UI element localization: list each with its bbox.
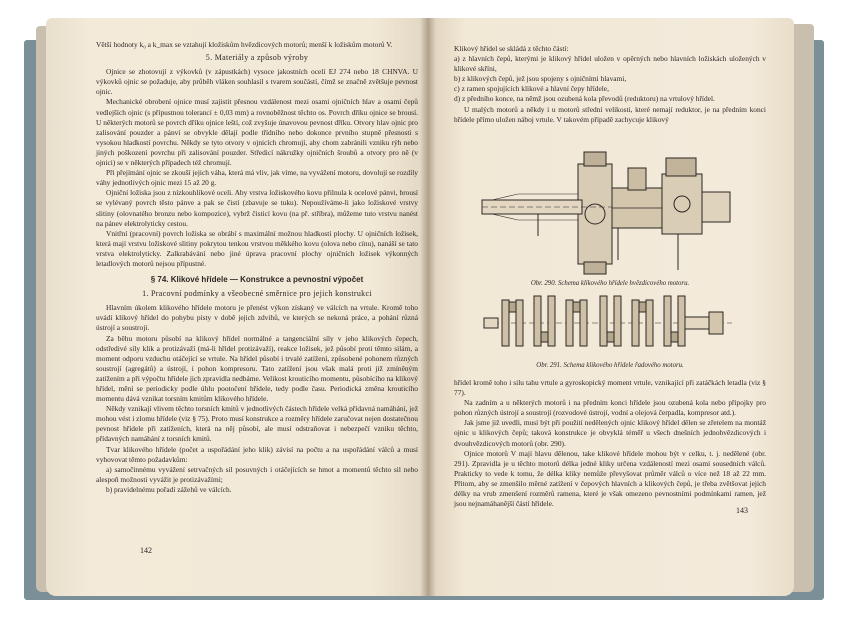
list-item: d) z předního konce, na němž jsou ozubená kola převodů (reduktoru) na vrtulový hřídel. bbox=[454, 94, 715, 104]
paragraph: Tvar klikového hřídele (počet a uspořádání jeho klik) závisí na počtu a na uspořádání válců a musí vyhovovat těmto požadavkům: bbox=[96, 444, 418, 464]
figure-caption: Obr. 290. Schema klikového hřídele hvězdicového motoru. bbox=[530, 280, 690, 287]
inline-crankshaft-figure bbox=[480, 292, 736, 354]
paragraph: Za běhu motoru působí na klikový hřídel normálné a tangenciální síly v jeho klikových čepech, odstředivé síly klik a protizávaží (má-li hřídel protizávaží), reakce ložisek, jež působí proti těmto silám, a moment odporu vzduchu otáčející se vrtule. Na hřídel působí i trvalé zatížení, způsobené pohonem různých soustrojí (agregátů) a ústrojí, i pohon kompresoru. Tato zatížení jsou však malá proti již zmíněným zatížením a při výpočtu hřídele jich zpravidla nedbáme. Velikost krouticího momentu, působícího na klikový hřídel, mění se periodicky podle úhlu pootočení hřídele, tedy podle času. Periodická změna krouticího momentu dává vznikat torsním kmitům klikového hřídele. bbox=[96, 333, 418, 404]
paragraph: Ojniční ložiska jsou z nízkouhlíkové oceli. Aby vrstva ložiskového kovu přilnula k ocelové pánvi, brousí se vylévaný povrch těsto pánve a pak se čistí (zbavuje se tuku). Nepoužíváme-li jako ložiskové vrstvy slitiny (olovnatého bronzu nebo kompozice), vybrž čisticí kovu (na př. stříbra), můžeme tuto vrstvu nanést na pánev elektrolyticky cestou. bbox=[96, 188, 418, 228]
paragraph: hřídel kromě toho i silu tahu vrtule a gyroskopický moment vrtule, vznikající při zatáčkách letadla (viz § 77). bbox=[454, 378, 766, 398]
section-heading: 5. Materiály a způsob výroby bbox=[205, 53, 309, 63]
right-page bbox=[428, 18, 794, 596]
paragraph: Mechanické obrobení ojnice musí zajistit přesnou vzdálenost mezi osami ojničních hlav a osami čepů vedlejších ojnic (s přípustnou tolerancí ± 0,03 mm) a rovnoběžnost těchto os. Povrch dříku ojnice se brousí. U některých motorů se povrch dříku ojnice leští, což zvyšuje únavovou pevnost dříku. Otvory hlav ojnic pro zalisování pouzder a pánví se obvykle dělají podle třídního nebo dokonce prvního stupně přesnosti s vysokou hladkostí povrchu. Někdy se tyto otvory v ojnicích chromují, aby chom zabránili vzniku rýh nebo jiných poškození povrchu při zalisování pouzder. Středicí nákružky ojničních šroubů a otvory pro ně (v ojnici) se v některých případech též chromují. bbox=[96, 97, 418, 168]
paragraph: Jak jsme již uvedli, musí být při použití nedělených ojnic klikový hřídel dělen se zřetelem na montáž ojnic u klikových čepů; taková konstrukce je obvyklá téměř u všech dnešních jednohvězdicových i dvouhvězdicových motorů (obr. 290). bbox=[454, 418, 766, 448]
paragraph: Na zadním a u některých motorů i na předním konci hřídele jsou ozubená kola nebo připojky pro pohon různých ústrojí a soustrojí (rozvodové ústrojí, vodní a olejová čerpadla, kompresor atd.). bbox=[454, 398, 766, 418]
paragraph: U malých motorů a někdy i u motorů střední velikosti, které nemají reduktor, je na předním konci hřídele přímo uložen náboj vrtule. V takovém případě zachycuje klikový bbox=[454, 104, 766, 124]
paragraph: Větší hodnoty k₀ a k_max se vztahují kložiskům hvězdicových motorů; menší k ložiskům motorů V. bbox=[96, 40, 393, 49]
left-page-text bbox=[96, 40, 418, 495]
paragraph: Ojnice motorů V mají hlavu dělenou, take klikové hřídele mohou být v celku, t. j. nedělené (obr. 291). Zpravidla je u těchto motorů délka jedné kliky určena vzdáleností mezi osami sousedních válců. Prakticky to vede k tomu, že délka kliky nemůže převyšovat průměr válců o více než 18 až 22 mm. Přitom, aby se zmenšilo měrné zatížení v čepových hlavních a klikových čepů, je třeba zvětšovat jejich délky na vrub zmenšení rozměrů ramena, které je však omezeno pevnostními podmínkami ramen, jež jsou nejnamáhanější částí hřídele. bbox=[454, 448, 766, 509]
paragraph: Při přejímání ojnic se zkouší jejich váha, která má vliv, jak víme, na vyvážení motoru, dovolují se rozdíly váhy jednotlivých ojnic mezi 15 až 20 g. bbox=[96, 168, 418, 188]
right-page-text-top bbox=[454, 44, 766, 125]
list-item: c) z ramen spojujících klikové a hlavní čepy hřídele, bbox=[454, 84, 609, 94]
list-item: a) samočinnému vyvážení setrvačných sil posuvných i otáčejících se hmot a momentů těchto sil nebo alespoň možnosti vyvážit je protizávažími; bbox=[96, 464, 418, 484]
page-number: 143 bbox=[736, 506, 748, 515]
figure-caption: Obr. 291. Schema klikového hřídele řadového motoru. bbox=[536, 362, 684, 369]
list-item: b) pravidelnému pořadí zážehů ve válcích. bbox=[106, 484, 232, 494]
left-page bbox=[46, 18, 428, 596]
section-heading: 1. Pracovní podmínky a všeobecné směrnice pro jejich konstrukci bbox=[142, 289, 372, 299]
page-number: 142 bbox=[140, 546, 152, 555]
right-page-text-bottom bbox=[454, 378, 766, 509]
book-gutter bbox=[420, 18, 436, 596]
chapter-heading: § 74. Klikové hřídele — Konstrukce a pevnostní výpočet bbox=[150, 275, 364, 285]
paragraph: Ojnice se zhotovují z výkovků (v zápustkách) vysoce jakostních ocelí EJ 274 nebo 18 CHNVA. U výkovků ojnic se požaduje, aby průběh vláken souhlasil s tvarem součástí, čímž se značně zvětšuje pevnost ojnic. bbox=[96, 67, 418, 97]
paragraph: Hlavním úkolem klikového hřídele motoru je přenést výkon získaný ve válcích na vrtule. Kromě toho uvádí klikový hřídel do pohybu písty v době jejich zdvihů, ve kterých se nekoná práce, a pohání různá ústrojí a soustrojí. bbox=[96, 303, 418, 333]
radial-crankshaft-figure bbox=[478, 144, 738, 278]
paragraph: Klikový hřídel se skládá z těchto částí: bbox=[454, 44, 569, 53]
paragraph: Někdy vznikají vlivem těchto torsních kmitů v jednotlivých částech hřídele velká přídavná namáhání, jež mohou vést i zlomu hřídele (viz § 75). Proto musí konstrukce a rozměry hřídele zaručovat nejen dostatečnou pevnost hřídele při zatíženích, která na něj působí, ale musí odstraňovat i nebezpečí vzniku těchto, přídavných namáhání z torsních kmitů. bbox=[96, 404, 418, 444]
list-item: a) z hlavních čepů, kterými je klikový hřídel uložen v opěrných nebo hlavních ložiskách uložených v klikové skříni, bbox=[454, 54, 766, 74]
paragraph: Vnitřní (pracovní) povrch ložiska se obrábí s maximální možnou hladkostí plochy. U ojničních ložisek, která mají vrstvu ložiskové slitiny pokrytou tenkou vrstvou měkkého kovu (olova nebo cínu), nanáší se tato vrstva elektrolyticky. Zalkrabávání nebo jiné úprava pracovní plochy ojničních ložisek výkonných letadlových motorů nejsou přípustné. bbox=[96, 228, 418, 268]
list-item: b) z klikových čepů, jež jsou spojeny s ojničními hlavami, bbox=[454, 74, 627, 84]
